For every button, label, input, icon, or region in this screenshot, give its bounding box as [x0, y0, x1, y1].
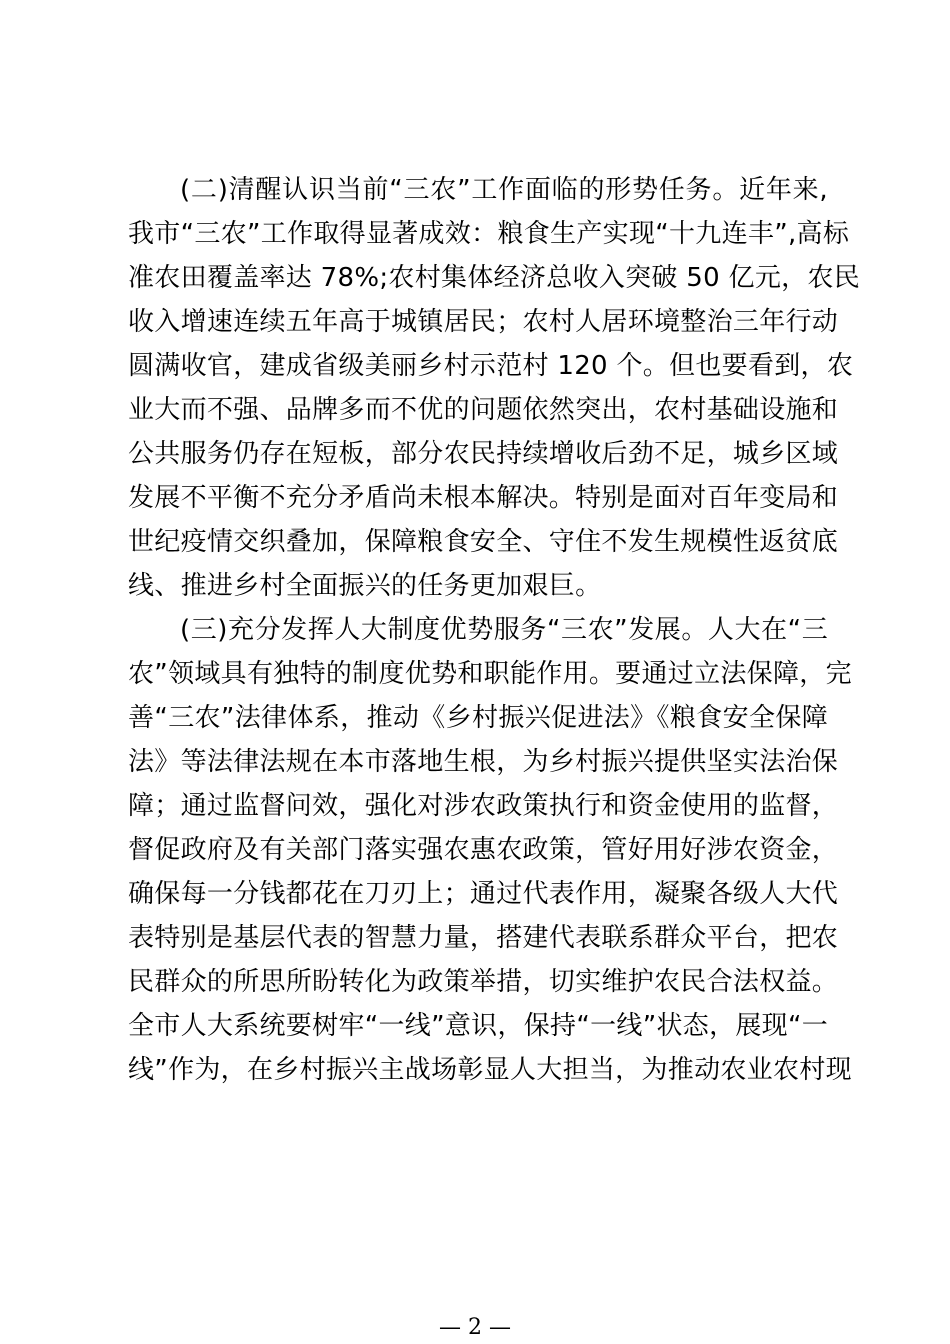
text-line: 农”领域具有独特的制度优势和职能作用。要通过立法保障，完 [128, 659, 852, 689]
text-line: 世纪疫情交织叠加，保障粮食安全、守住不发生规模性返贫底 [128, 527, 839, 557]
text-line: 业大而不强、品牌多而不优的问题依然突出，农村基础设施和 [128, 395, 839, 425]
text-line: 发展不平衡不充分矛盾尚未根本解决。特别是面对百年变局和 [128, 483, 839, 513]
page-number: — 2 — [439, 1315, 511, 1340]
paragraph-3 [128, 608, 852, 1092]
text-line: 线”作为，在乡村振兴主战场彰显人大担当，为推动农业农村现 [128, 1055, 852, 1085]
paragraph-2 [128, 168, 861, 608]
text-line: 全市人大系统要树牢“一线”意识，保持“一线”状态，展现“一 [128, 1011, 829, 1041]
text-line: 准农田覆盖率达 78%;农村集体经济总收入突破 50 亿元，农民 [128, 263, 861, 293]
text-line: 民群众的所思所盼转化为政策举措，切实维护农民合法权益。 [128, 967, 839, 997]
text-line: 法》等法律法规在本市落地生根，为乡村振兴提供坚实法治保 [128, 747, 839, 777]
text-line: 善“三农”法律体系，推动《乡村振兴促进法》《粮食安全保障 [128, 703, 828, 733]
text-line: 确保每一分钱都花在刀刃上；通过代表作用，凝聚各级人大代 [128, 879, 839, 909]
text-line: 圆满收官，建成省级美丽乡村示范村 120 个。但也要看到，农 [128, 351, 854, 381]
text-line: (三)充分发挥人大制度优势服务“三农”发展。人大在“三 [180, 615, 828, 645]
text-line: 我市“三农”工作取得显著成效：粮食生产实现“十九连丰”,高标 [128, 219, 850, 249]
text-line: 公共服务仍存在短板，部分农民持续增收后劲不足，城乡区域 [128, 439, 839, 469]
text-line: 障；通过监督问效，强化对涉农政策执行和资金使用的监督， [128, 791, 839, 821]
text-line: 线、推进乡村全面振兴的任务更加艰巨。 [128, 571, 602, 601]
text-line: (二)清醒认识当前“三农”工作面临的形势任务。近年来, [180, 175, 828, 205]
text-line: 督促政府及有关部门落实强农惠农政策，管好用好涉农资金， [128, 835, 839, 865]
text-line: 收入增速连续五年高于城镇居民；农村人居环境整治三年行动 [128, 307, 839, 337]
text-line: 表特别是基层代表的智慧力量，搭建代表联系群众平台，把农 [128, 923, 839, 953]
body-text [128, 168, 861, 1092]
